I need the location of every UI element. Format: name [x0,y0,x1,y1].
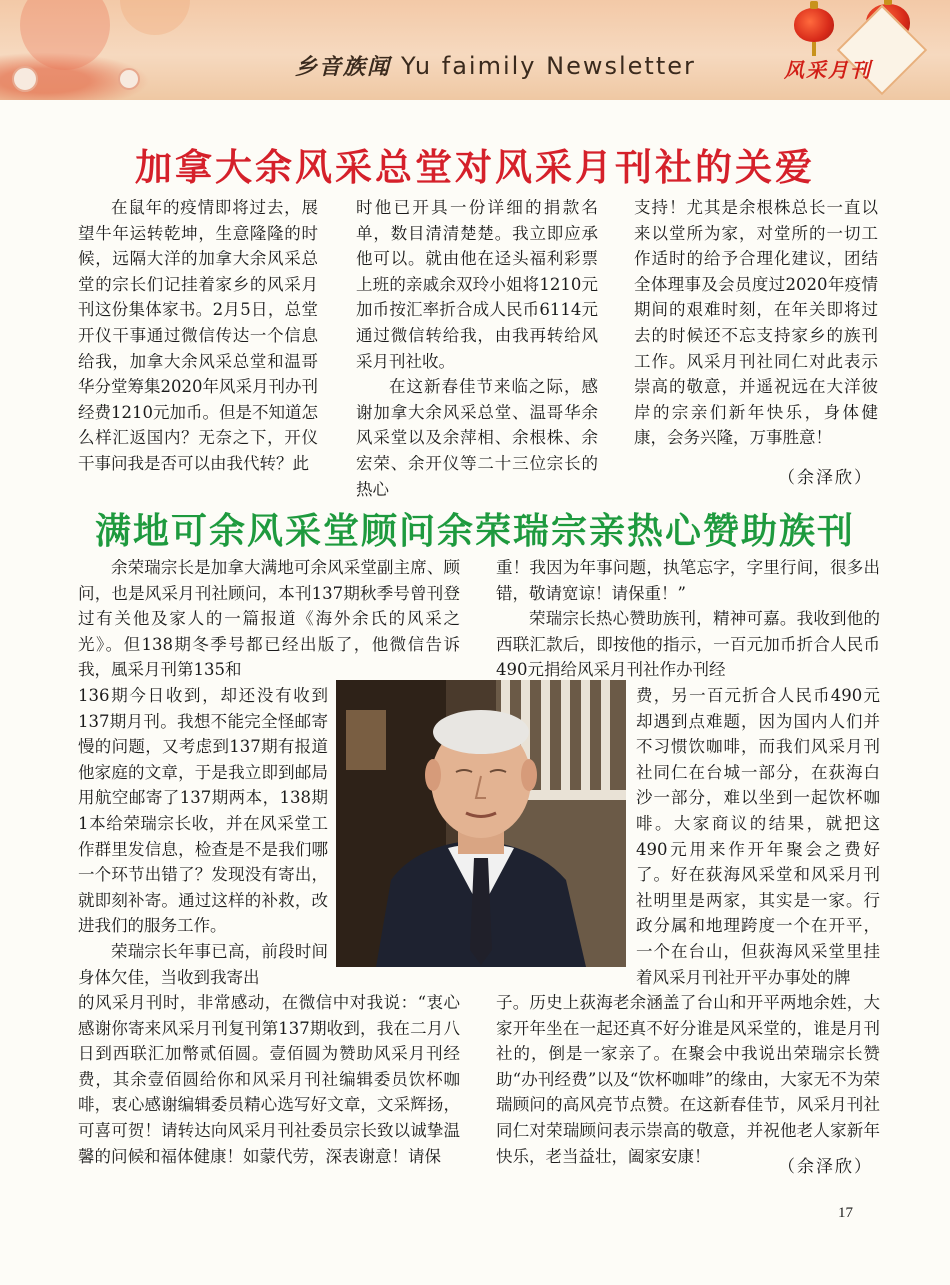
article2-left-top [78,555,460,683]
article1-column-3 [634,195,878,451]
article2-right-bottom [496,990,880,1169]
decorative-flower [12,66,38,92]
article2-right-top [496,555,880,683]
lantern-icon [794,8,834,42]
article1-column-1 [78,195,318,477]
decorative-swirl [120,0,190,35]
article1-signature: （余泽欣） [778,468,873,488]
article2-paragraph: 余荣瑞宗长是加拿大满地可余风采堂副主席、顾问，也是风采月刊社顾问，本刊137期秋季号曾刊登过有关他及家人的一篇报道《海外余氏的风采之光》。但138期冬季号都已经出版了，他微信告诉我，風采月刊第135和 [78,558,460,680]
article2-left-bottom [78,990,460,1169]
article1-paragraph: 时他已开具一份详细的捐款名单，数目清清楚楚。我立即应承他可以。就由他在迳头福利彩票上班的亲戚余双玲小姐将1210元加币按汇率折合成人民币6114元通过微信转给我，由我再转给风采月刊社收。 [356,198,598,371]
newsletter-title [295,50,696,81]
article1-paragraph: 在鼠年的疫情即将过去，展望牛年运转乾坤，生意隆隆的时候，远隔大洋的加拿大余风采总堂的宗长们记挂着家乡的风采月刊这份集体家书。2月5日，总堂开仪干事通过微信传达一个信息给我，加拿大余风采总堂和温哥华分堂筹集2020年风采月刊办刊经费1210元加币。但是不知道怎么样汇返国内？无奈之下，开仪干事问我是否可以由我代转？此 [78,198,318,473]
article2-paragraph: 重！我因为年事问题，执笔忘字，字里行间，很多出错，敬请宽谅！请保重！” [496,558,880,603]
article2-right-mid [636,683,880,990]
article2-paragraph: 荣瑞宗长热心赞助族刊，精神可嘉。我收到他的西联汇款后，即按他的指示，一百元加币折合人民币490元捐给风采月刊社作办刊经 [496,609,880,680]
article2-paragraph: 的风采月刊时，非常感动，在微信中对我说：“衷心感谢你寄来风采月刊复刊第137期收到，我在二月八日到西联汇加幣贰佰圆。壹佰圆为赞助风采月刊经费，其余壹佰圆给你和风采月刊社编辑委员饮杯咖啡，衷心感谢编辑委员精心选写好文章，文采辉扬，可喜可贺！请转达向风采月刊社委员宗长致以诚挚温馨的问候和福体健康！如蒙代劳，深表谢意！请保 [78,993,460,1166]
decorative-flower [118,68,140,90]
article2-paragraph: 荣瑞宗长年事已高，前段时间身体欠佳，当收到我寄出 [78,941,328,987]
newsletter-title-zh: 乡音族闻 [295,54,392,80]
magazine-badge: 风采月刊 [784,58,872,82]
article2-headline: 满地可余风采堂顾问余荣瑞宗亲热心赞助族刊 [94,511,855,552]
portrait-illustration [336,680,626,967]
portrait-photo [336,680,626,967]
article2-paragraph: 136期今日收到，却还没有收到137期月刊。我想不能完全怪邮寄慢的问题，又考虑到137期有报道他家庭的文章，于是我立即到邮局用航空邮寄了137期两本，138期1本给荣瑞宗长收，并在风采堂工作群里发信息，检查是不是我们哪一个环节出错了？发现没有寄出，就即刻补寄。通过这样的补救，改进我们的服务工作。 [78,686,328,936]
article2-left-mid [78,683,328,990]
header-banner [0,0,950,100]
article2-paragraph: 子。历史上荻海老余涵盖了台山和开平两地余姓，大家开年坐在一起还真不好分谁是风采堂的，谁是月刊社的，倒是一家亲了。在聚会中我说出荣瑞宗长赞助“办刊经费”以及“饮杯咖啡”的缘由，大家无不为荣瑞顾问的高风亮节点赞。在这新春佳节，风采月刊社同仁对荣瑞顾问表示崇高的敬意，并祝他老人家新年快乐，老当益壮，阖家安康！ [496,993,880,1166]
newsletter-title-en: Yu faimily Newsletter [401,52,696,80]
article2-signature: （余泽欣） [778,1157,873,1177]
article1-paragraph: 在这新春佳节来临之际，感谢加拿大余风采总堂、温哥华余风采堂以及余萍相、余根株、余宏荣、余开仪等二十三位宗长的热心 [356,377,598,499]
article2-paragraph: 费，另一百元折合人民币490元却遇到点难题，因为国内人们并不习惯饮咖啡，而我们风采月刊社同仁在台城一部分，在荻海白沙一部分，难以坐到一起饮杯咖啡。大家商议的结果，就把这490元用来作开年聚会之费好了。好在荻海风采堂和风采月刊社明里是两家，其实是一家。行政分属和地理跨度一个在开平，一个在台山，但荻海风采堂里挂着风采月刊社开平办事处的牌 [636,686,880,987]
page-number: 17 [838,1205,853,1221]
article1-column-2 [356,195,598,502]
article1-paragraph: 支持！尤其是余根株总长一直以来以堂所为家，对堂所的一切工作适时的给予合理化建议，团结全体理事及会员度过2020年疫情期间的艰难时刻，在年关即将过去的时候还不忘支持家乡的族刊工作。风采月刊社同仁对此表示崇高的敬意，并遥祝远在大洋彼岸的宗亲们新年快乐，身体健康，会务兴隆，万事胜意！ [634,198,878,448]
article1-headline: 加拿大余风采总堂对风采月刊社的关爱 [135,146,815,189]
